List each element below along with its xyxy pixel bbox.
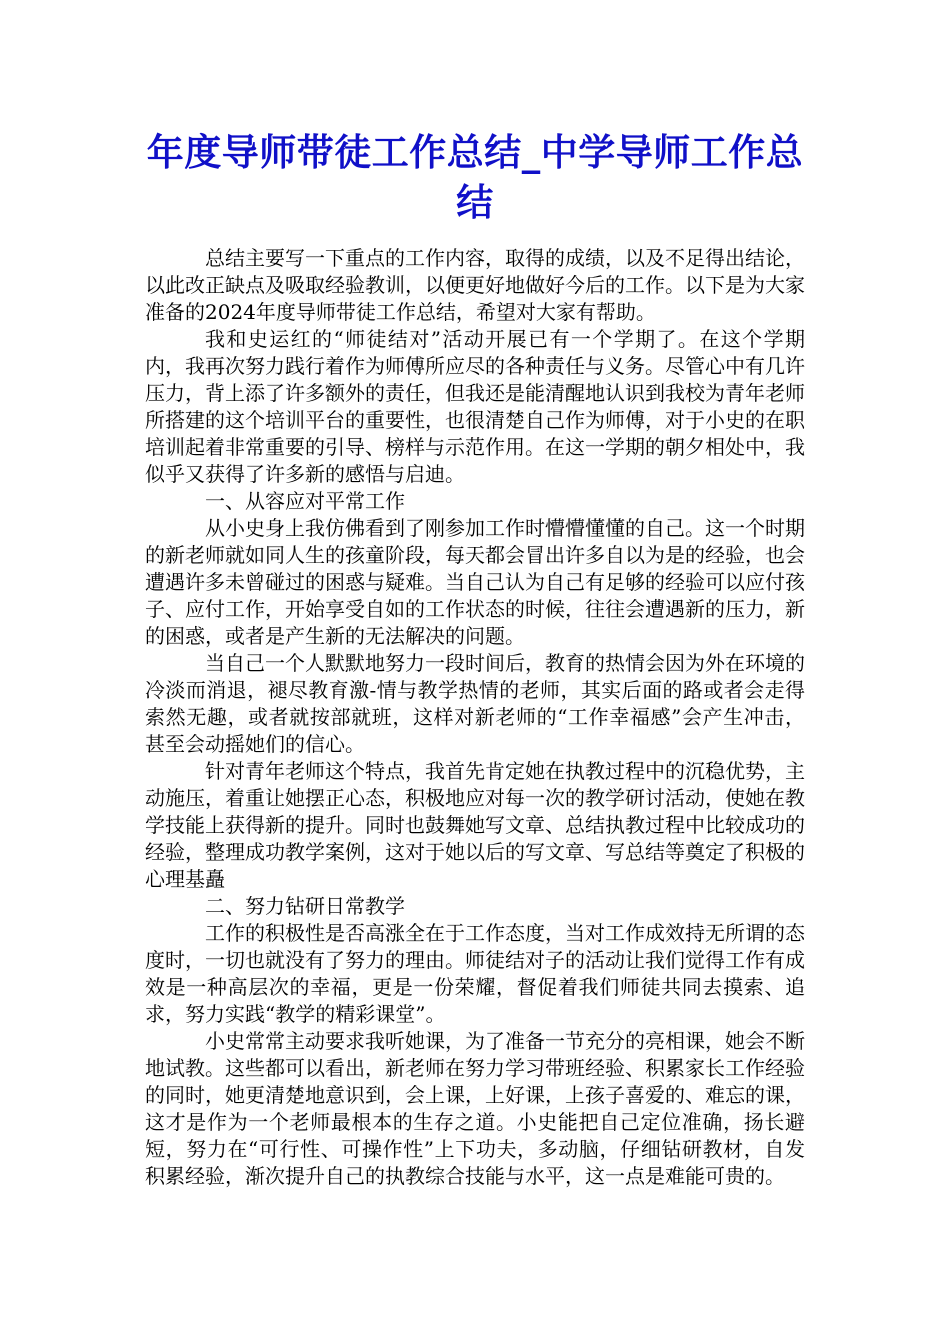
paragraph: 我和史运红的“师徒结对”活动开展已有一个学期了。在这个学期内，我再次努力践行着作为师傅所应尽的各种责任与义务。尽管心中有几许压力，背上添了许多额外的责任，但我还是能清醒地认识到我校为青年老师所搭建的这个培训平台的重要性，也很清楚自己作为师傅，对于小史的在职培训起着非常重要的引导、榜样与示范作用。在这一学期的朝夕相处中，我似乎又获得了许多新的感悟与启迪。 <box>145 327 805 486</box>
paragraph: 当自己一个人默默地努力一段时间后，教育的热情会因为外在环境的冷淡而消退，褪尽教育激-情与教学热情的老师，其实后面的路或者会走得索然无趣，或者就按部就班，这样对新老师的“工作幸福感”会产生冲击，甚至会动摇她们的信心。 <box>145 651 805 756</box>
paragraph: 从小史身上我仿佛看到了刚参加工作时懵懵懂懂的自己。这一个时期的新老师就如同人生的孩童阶段，每天都会冒出许多自以为是的经验，也会遭遇许多未曾碰过的困惑与疑难。当自己认为自己有足够的经验可以应付孩子、应付工作，开始享受自如的工作状态的时候，往往会遭遇新的压力，新的困惑，或者是产生新的无法解决的问题。 <box>145 516 805 648</box>
document-body <box>145 245 805 1190</box>
document-title: 年度导师带徒工作总结_中学导师工作总结 <box>146 131 804 224</box>
section-heading-1: 一、从容应对平常工作 <box>205 489 405 513</box>
paragraph: 小史常常主动要求我听她课，为了准备一节充分的亮相课，她会不断地试教。这些都可以看出，新老师在努力学习带班经验、积累家长工作经验的同时，她更清楚地意识到，会上课，上好课，上孩子喜爱的、难忘的课，这才是作为一个老师最根本的生存之道。小史能把自己定位准确，扬长避短，努力在“可行性、可操作性”上下功夫，多动脑，仔细钻研教材，自发积累经验，渐次提升自己的执教综合技能与水平，这一点是难能可贵的。 <box>145 1029 805 1188</box>
paragraph-intro: 总结主要写一下重点的工作内容，取得的成绩，以及不足得出结论，以此改正缺点及吸取经验教训，以便更好地做好今后的工作。以下是为大家准备的2024年度导师带徒工作总结，希望对大家有帮助。 <box>145 246 805 324</box>
section-heading-2: 二、努力钻研日常教学 <box>205 894 405 918</box>
paragraph: 工作的积极性是否高涨全在于工作态度，当对工作成效持无所谓的态度时，一切也就没有了努力的理由。师徒结对子的活动让我们觉得工作有成效是一种高层次的幸福，更是一份荣耀，督促着我们师徒共同去摸索、追求，努力实践“教学的精彩课堂”。 <box>145 921 805 1026</box>
document-page <box>145 128 805 1190</box>
paragraph: 针对青年老师这个特点，我首先肯定她在执教过程中的沉稳优势，主动施压，着重让她摆正心态，积极地应对每一次的教学研讨活动，使她在教学技能上获得新的提升。同时也鼓舞她写文章、总结执教过程中比较成功的经验，整理成功教学案例，这对于她以后的写文章、写总结等奠定了积极的心理基矗 <box>145 759 805 891</box>
